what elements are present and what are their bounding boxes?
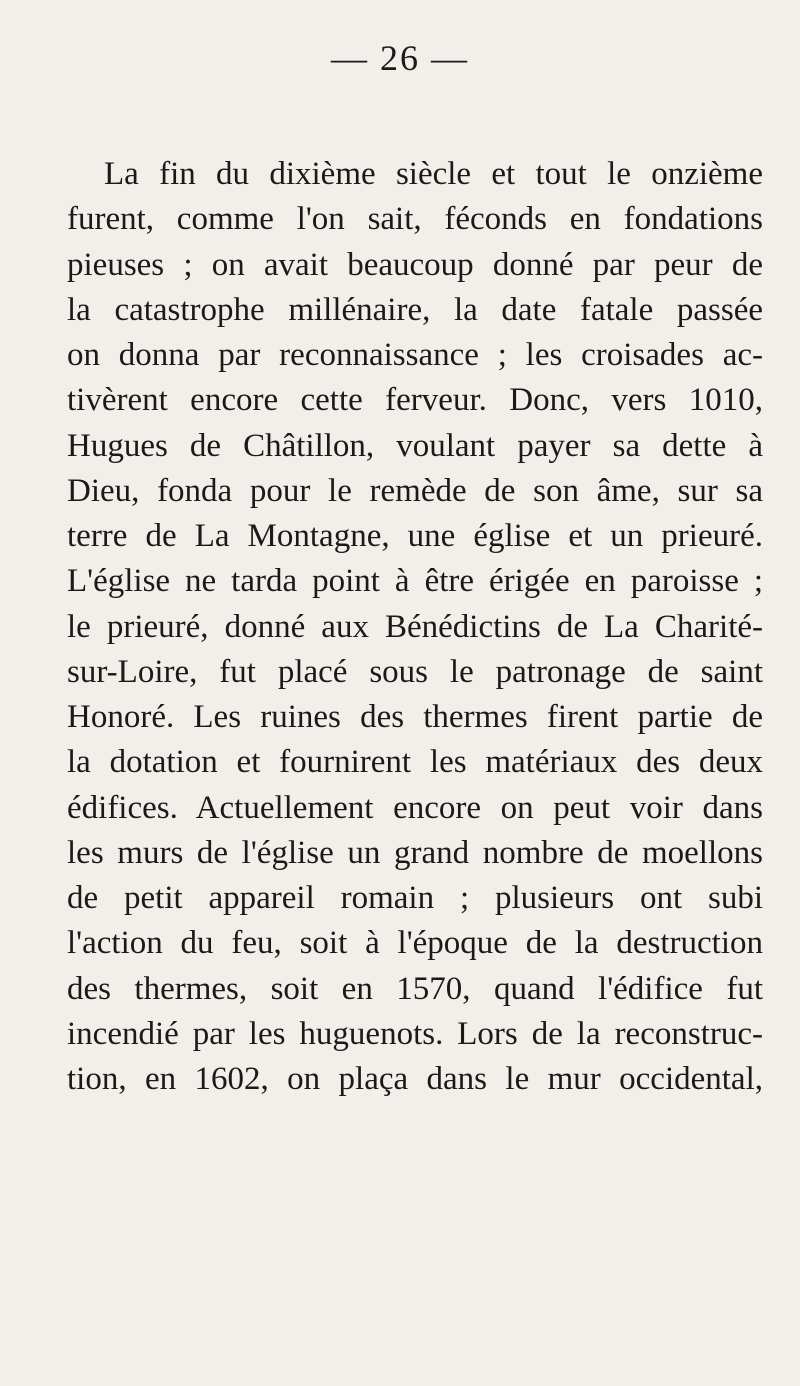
page-number: — 26 — <box>331 38 469 78</box>
text-line: furent, comme l'on sait, féconds en fondations <box>67 201 763 238</box>
text-line: Dieu, fonda pour le remède de son âme, sur sa <box>67 472 763 509</box>
text-line: sur-Loire, fut placé sous le patronage de saint <box>67 653 763 690</box>
text-line: Hugues de Châtillon, voulant payer sa dette à <box>67 427 763 464</box>
text-line: pieuses ; on avait beaucoup donné par peur de <box>67 246 763 283</box>
text-line: la dotation et fournirent les matériaux des deux <box>67 744 763 781</box>
text-line: tion, en 1602, on plaça dans le mur occidental, <box>67 1061 763 1097</box>
text-line: on donna par reconnaissance ; les croisades ac- <box>67 337 763 373</box>
text-line: incendié par les huguenots. Lors de la reconstruc- <box>67 1015 763 1052</box>
text-line: l'action du feu, soit à l'époque de la destruction <box>67 925 763 962</box>
text-line: les murs de l'église un grand nombre de moellons <box>67 834 763 871</box>
text-line: La fin du dixième siècle et tout le onzième <box>104 156 763 192</box>
text-line: des thermes, soit en 1570, quand l'édifice fut <box>67 970 763 1007</box>
text-line: de petit appareil romain ; plusieurs ont subi <box>67 880 763 916</box>
text-line: L'église ne tarda point à être érigée en paroisse ; <box>67 563 763 600</box>
text-line: le prieuré, donné aux Bénédictins de La Charité- <box>67 608 763 645</box>
text-line: tivèrent encore cette ferveur. Donc, vers 1010, <box>67 382 763 419</box>
text-line: la catastrophe millénaire, la date fatale passée <box>67 291 763 328</box>
text-line: Honoré. Les ruines des thermes firent partie de <box>67 699 763 735</box>
text-line: édifices. Actuellement encore on peut voir dans <box>67 789 763 826</box>
text-line: terre de La Montagne, une église et un prieuré. <box>67 518 763 554</box>
body-paragraph <box>67 152 763 1102</box>
